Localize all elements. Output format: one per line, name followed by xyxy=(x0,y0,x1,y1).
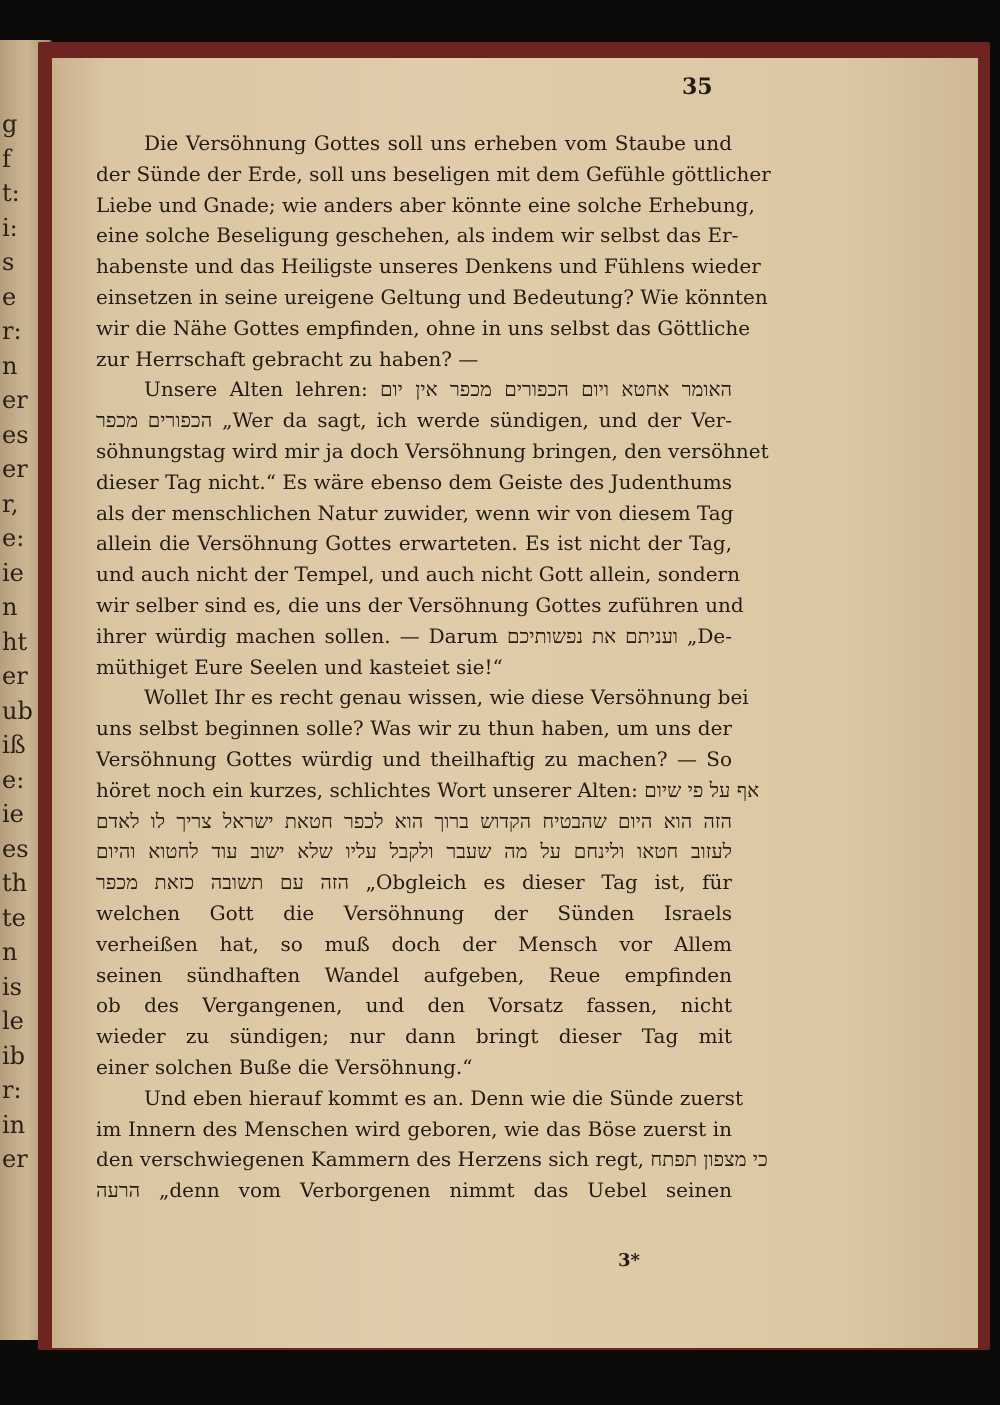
body-text xyxy=(96,128,771,1206)
text-line: dieser Tag nicht.“ Es wäre ebenso dem Geiste des Judenthums xyxy=(96,469,732,494)
text-line: uns selbst beginnen solle? Was wir zu thun haben, um uns der xyxy=(96,716,732,741)
previous-page-fragment: ub xyxy=(2,696,33,725)
text-line: als der menschlichen Natur zuwider, wenn wir von diesem Tag xyxy=(96,500,734,525)
previous-page-fragment: r, xyxy=(2,489,19,518)
previous-page-fragment: e: xyxy=(2,524,25,552)
previous-page-fragment: er xyxy=(2,662,28,690)
text-line: welchen Gott die Versöhnung der Sünden Israels xyxy=(96,900,732,925)
text-line: הזה הוא היום שהבטיח הקדוש ברוך הוא לכפר חטאת ישראל צריך לו לאדם xyxy=(96,808,732,833)
text-line: söhnungstag wird mir ja doch Versöhnung bringen, den versöhnet xyxy=(96,438,769,463)
previous-page-fragment: iß xyxy=(2,731,26,759)
text-line: Und eben hierauf kommt es an. Denn wie die Sünde zuerst xyxy=(144,1085,743,1110)
previous-page-fragment: n xyxy=(2,351,18,380)
text-line: im Innern des Menschen wird geboren, wie das Böse zuerst in xyxy=(96,1116,732,1141)
previous-page-fragment: n xyxy=(2,938,18,966)
text-line: der Sünde der Erde, soll uns beseligen mit dem Gefühle göttlicher xyxy=(96,161,771,186)
previous-page-fragment: er xyxy=(2,455,28,483)
previous-page-fragment: ib xyxy=(2,1041,26,1070)
text-line: verheißen hat, so muß doch der Mensch vor Allem xyxy=(96,931,732,956)
text-line: höret noch ein kurzes, schlichtes Wort unserer Alten: אף על פי שיום xyxy=(96,777,760,802)
text-line: הכפורים מכפר „Wer da sagt, ich werde sündigen, und der Ver- xyxy=(96,408,732,433)
previous-page-fragment: er xyxy=(2,1145,28,1173)
text-line: eine solche Beseligung geschehen, als indem wir selbst das Er- xyxy=(96,223,739,248)
previous-page-fragment: es xyxy=(2,834,29,863)
text-line: הרעה „denn vom Verborgenen nimmt das Uebel seinen xyxy=(96,1178,732,1203)
text-line: einer solchen Buße die Versöhnung.“ xyxy=(96,1054,473,1079)
text-line: Versöhnung Gottes würdig und theilhaftig zu machen? — So xyxy=(96,746,732,771)
text-line: Die Versöhnung Gottes soll uns erheben vom Staube und xyxy=(144,131,732,155)
previous-page-fragment: in xyxy=(2,1110,26,1139)
previous-page-fragment: e xyxy=(2,282,17,311)
previous-page-fragment: es xyxy=(2,420,29,449)
previous-page-fragment: ie xyxy=(2,558,24,587)
previous-page-fragment: t: xyxy=(2,179,20,207)
previous-page-fragment: is xyxy=(2,972,22,1001)
text-line: Unsere Alten lehren: האומר אחטא ויום הכפורים מכפר אין יום xyxy=(144,377,732,402)
text-line: habenste und das Heiligste unseres Denkens und Fühlens wieder xyxy=(96,254,761,279)
previous-page-fragment: th xyxy=(2,869,28,897)
text-line: ihrer würdig machen sollen. — Darum ועניתם את נפשותיכם „De- xyxy=(96,623,733,648)
text-line: ob des Vergangenen, und den Vorsatz fassen, nicht xyxy=(96,993,732,1018)
previous-page-fragment: ht xyxy=(2,627,28,656)
text-line: wieder zu sündigen; nur dann bringt dieser Tag mit xyxy=(96,1024,732,1049)
text-line: den verschwiegenen Kammern des Herzens sich regt, כי מצפון תפתח xyxy=(96,1147,768,1172)
text-line: müthiget Eure Seelen und kasteiet sie!“ xyxy=(96,654,503,679)
previous-page-fragment: g xyxy=(2,110,18,138)
text-line: wir selber sind es, die uns der Versöhnung Gottes zuführen und xyxy=(96,592,744,617)
text-line: הזה עם תשובה כזאת מכפר „Obgleich es dieser Tag ist, für xyxy=(96,870,732,895)
previous-page-fragment: n xyxy=(2,593,18,621)
page-number: 35 xyxy=(682,74,713,100)
text-line: allein die Versöhnung Gottes erwarteten. Es ist nicht der Tag, xyxy=(96,531,732,556)
text-line: לעזוב חטאו ולינחם על מה שעבר ולקבל עליו שלא ישוב עוד לחטוא והיום xyxy=(96,839,732,864)
text-line: und auch nicht der Tempel, und auch nicht Gott allein, sondern xyxy=(96,562,740,587)
text-line: Liebe und Gnade; wie anders aber könnte eine solche Erhebung, xyxy=(96,192,755,217)
previous-page-fragment: f xyxy=(2,144,11,173)
previous-page-fragment: te xyxy=(2,903,26,932)
previous-page-fragment: e: xyxy=(2,765,25,794)
text-line: Wollet Ihr es recht genau wissen, wie diese Versöhnung bei xyxy=(144,685,749,710)
previous-page-fragment: ie xyxy=(2,800,24,828)
previous-page-fragment: er xyxy=(2,386,28,414)
previous-page-fragment: i: xyxy=(2,213,18,242)
text-line: seinen sündhaften Wandel aufgeben, Reue empfinden xyxy=(96,962,732,987)
previous-page-fragment: r: xyxy=(2,1076,22,1104)
previous-page-fragment: s xyxy=(2,248,15,276)
text-line: wir die Nähe Gottes empfinden, ohne in uns selbst das Göttliche xyxy=(96,315,751,340)
previous-page-fragment: r: xyxy=(2,317,22,345)
signature-mark: 3* xyxy=(618,1250,640,1271)
text-line: einsetzen in seine ureigene Geltung und Bedeutung? Wie könnten xyxy=(96,284,768,309)
previous-page-fragment: le xyxy=(2,1007,24,1035)
text-line: zur Herrschaft gebracht zu haben? — xyxy=(96,346,479,371)
